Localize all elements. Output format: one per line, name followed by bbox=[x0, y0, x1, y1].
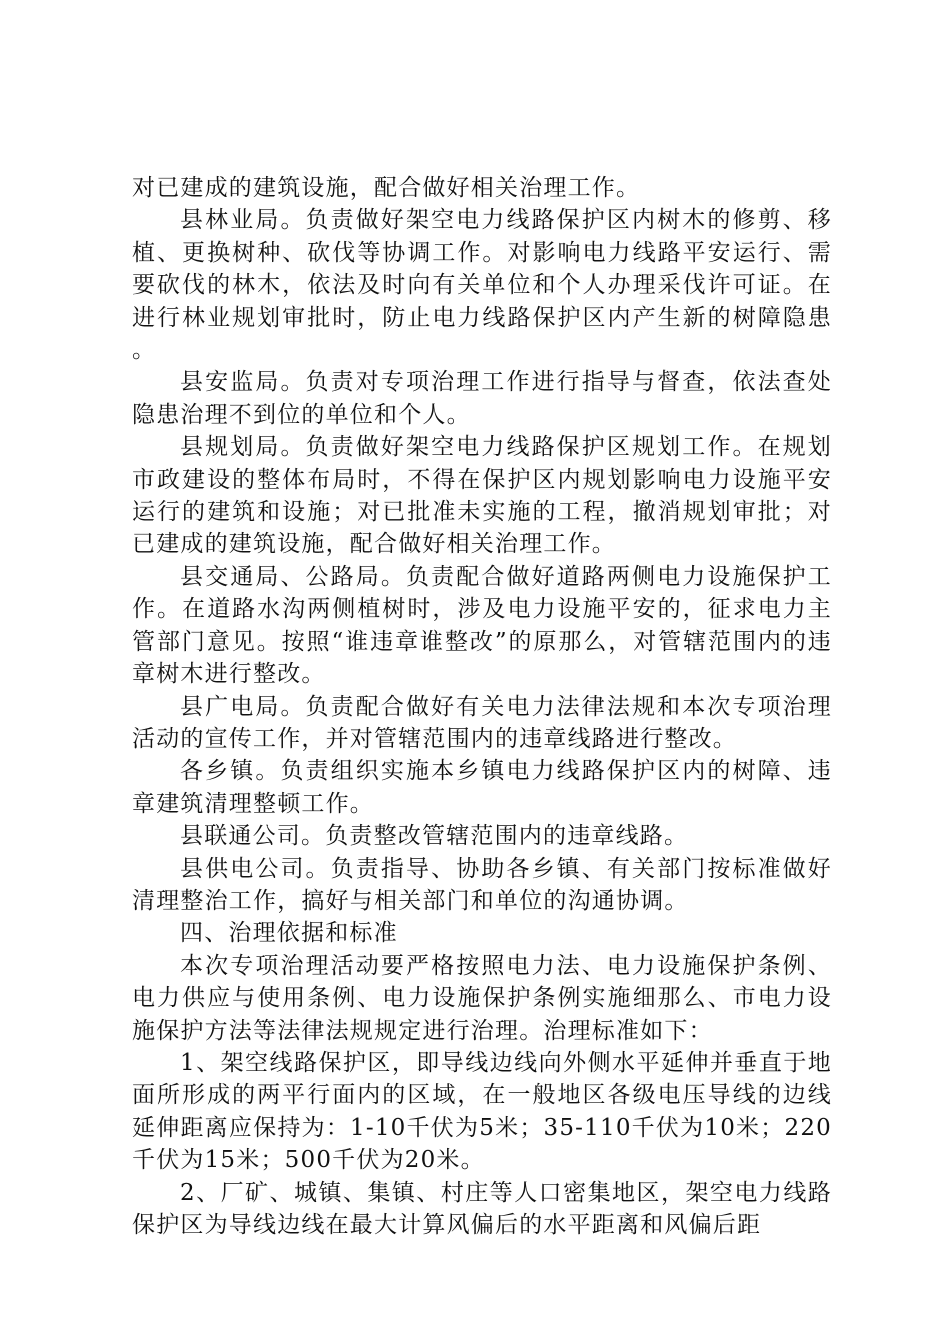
paragraph-townships: 各乡镇。负责组织实施本乡镇电力线路保护区内的树障、违章建筑清理整顿工作。 bbox=[132, 758, 832, 817]
paragraph-safety-bureau: 县安监局。负责对专项治理工作进行指导与督查，依法查处隐患治理不到位的单位和个人。 bbox=[132, 369, 832, 428]
paragraph-standard-1: 1、架空线路保护区，即导线边线向外侧水平延伸并垂直于地面所形成的两平行面内的区域，在一般地区各级电压导线的边线延伸距离应保持为：1-10千伏为5米；35-110千伏为10米；220千伏为15米；500千伏为20米。 bbox=[132, 1049, 832, 1174]
paragraph-unicom: 县联通公司。负责整改管辖范围内的违章线路。 bbox=[180, 823, 689, 850]
document-body bbox=[132, 172, 832, 1241]
paragraph-standard-2: 2、厂矿、城镇、集镇、村庄等人口密集地区，架空电力线路保护区为导线边线在最大计算风偏后的水平距离和风偏后距 bbox=[132, 1179, 832, 1238]
paragraph-broadcast-bureau: 县广电局。负责配合做好有关电力法律法规和本次专项治理活动的宣传工作，并对管辖范围内的违章线路进行整改。 bbox=[132, 693, 832, 752]
paragraph-planning-bureau: 县规划局。负责做好架空电力线路保护区规划工作。在规划市政建设的整体布局时，不得在保护区内规划影响电力设施平安运行的建筑和设施；对已批准未实施的工程，撤消规划审批；对已建成的建筑设施，配合做好相关治理工作。 bbox=[132, 434, 832, 558]
paragraph-power-supply: 县供电公司。负责指导、协助各乡镇、有关部门按标准做好清理整治工作，搞好与相关部门和单位的沟通协调。 bbox=[132, 855, 832, 914]
paragraph-basis: 本次专项治理活动要严格按照电力法、电力设施保护条例、电力供应与使用条例、电力设施保护条例实施细那么、市电力设施保护方法等法律法规规定进行治理。治理标准如下： bbox=[132, 952, 832, 1044]
section-heading: 四、治理依据和标准 bbox=[180, 920, 398, 947]
paragraph-transport-bureau: 县交通局、公路局。负责配合做好道路两侧电力设施保护工作。在道路水沟两侧植树时，涉及电力设施平安的，征求电力主管部门意见。按照“谁违章谁整改”的原那么，对管辖范围内的违章树木进行整改。 bbox=[132, 563, 832, 688]
paragraph-1: 对已建成的建筑设施，配合做好相关治理工作。 bbox=[132, 175, 641, 201]
paragraph-forestry-bureau: 县林业局。负责做好架空电力线路保护区内树木的修剪、移植、更换树种、砍伐等协调工作。对影响电力线路平安运行、需要砍伐的林木，依法及时向有关单位和个人办理采伐许可证。在进行林业规划审批时，防止电力线路保护区内产生新的树障隐患。 bbox=[132, 207, 832, 364]
